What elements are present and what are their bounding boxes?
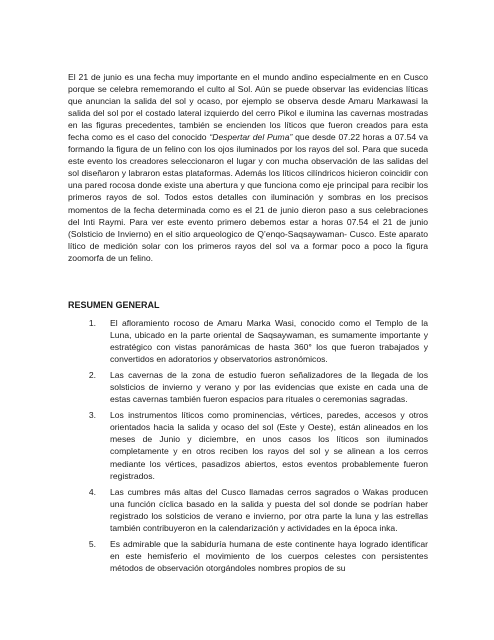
summary-item-5 xyxy=(76,538,428,574)
intro-quoted-title: “Despertar del Puma” xyxy=(209,132,293,143)
summary-item-text: Las cavernas de la zona de estudio fueron señalizadores de la llegada de los solsticios de invierno y verano y por las evidencias que existe en cada una de estas cavernas también fueron espacios para rituales o ceremonias sagradas. xyxy=(110,370,428,405)
summary-item-number: 4. xyxy=(88,486,96,497)
intro-paragraph xyxy=(68,71,428,264)
summary-item-text: Los instrumentos líticos como prominencias, vértices, paredes, accesos y otros orientados hacia la salida y ocaso del sol (Este y Oeste), están alineados en los meses de Junio y diciembre, en unos casos los líticos son iluminados completamente y en otros reciben los rayos del sol y se alinean a los cerros mediante los vértices, pasadizos abiertos, estos eventos probablemente fueron registrados. xyxy=(110,410,428,481)
summary-item-text: Es admirable que la sabiduría humana de este continente haya logrado identificar en este hemisferio el movimiento de los cuerpos celestes con persistentes métodos de observación otorgándoles nombres propios de su xyxy=(110,538,428,573)
summary-item-text: El afloramiento rocoso de Amaru Marka Wasi, conocido como el Templo de la Luna, ubicado en la parte oriental de Saqsaywaman, es sumamente importante y estratégico con vistas panorámicas de hasta 360° los que fueron trabajados y convertidos en adoratorios y observatorios astronómicos. xyxy=(110,318,428,365)
summary-item-4 xyxy=(76,486,428,534)
summary-item-number: 1. xyxy=(88,318,96,328)
summary-heading: RESUMEN GENERAL xyxy=(68,300,160,310)
summary-item-2 xyxy=(76,369,428,405)
summary-item-number: 2. xyxy=(88,370,96,381)
summary-list xyxy=(76,317,428,578)
summary-item-text: Las cumbres más altas del Cusco llamadas cerros sagrados o Wakas producen una función cíclica basado en la salida y puesta del sol donde se podrían haber registrado los solsticios de verano e invierno, por otra parte la luna y las estrellas también contribuyeron en la calendarización y actividades en la época inka. xyxy=(110,486,428,533)
intro-text-end: que desde 07.22 horas a 07.54 va formando la figura de un felino con los ojos iluminados por los rayos del sol. Para que suceda este evento los creadores seleccionaron el lugar y con mucha observación de las salidas del sol diseñaron y labraron estas plataformas. Además los líticos cilíndricos hicieron coincidir con una pared rocosa donde existe una abertura y que funciona como eje principal para recibir los primeros rayos de sol. Todos estos detalles con iluminación y sombras en los precisos momentos de la fecha determinada como es el 21 de junio dieron paso a sus celebraciones del Inti Raymi. Para ver este evento primero debemos estar a horas 07.54 el 21 de junio (Solsticio de Invierno) en el sitio arqueologico de Q’enqo-Saqsaywaman- Cusco. Este aparato lítico de medición solar con los primeros rayos del sol va a formar poco a poco la figura zoomorfa de un felino. xyxy=(68,132,428,263)
intro-text-start: El 21 de junio es una fecha muy importante en el mundo andino especialmente en en Cusco porque se celebra rememorando el culto al Sol. Aún se puede observar las evidencias líticas que anuncian la salida del sol y ocaso, por ejemplo se observa desde Amaru Markawasi la salida del sol por el costado lateral izquierdo del cerro Pikol e ilumina las cavernas mostradas en las figuras precedentes, también se encienden los líticos que fueron creados para esta fecha como es el caso del conocido xyxy=(68,72,428,143)
summary-item-number: 3. xyxy=(88,410,96,421)
summary-item-3 xyxy=(76,409,428,481)
summary-item-1 xyxy=(76,317,428,365)
summary-item-number: 5. xyxy=(88,538,96,549)
